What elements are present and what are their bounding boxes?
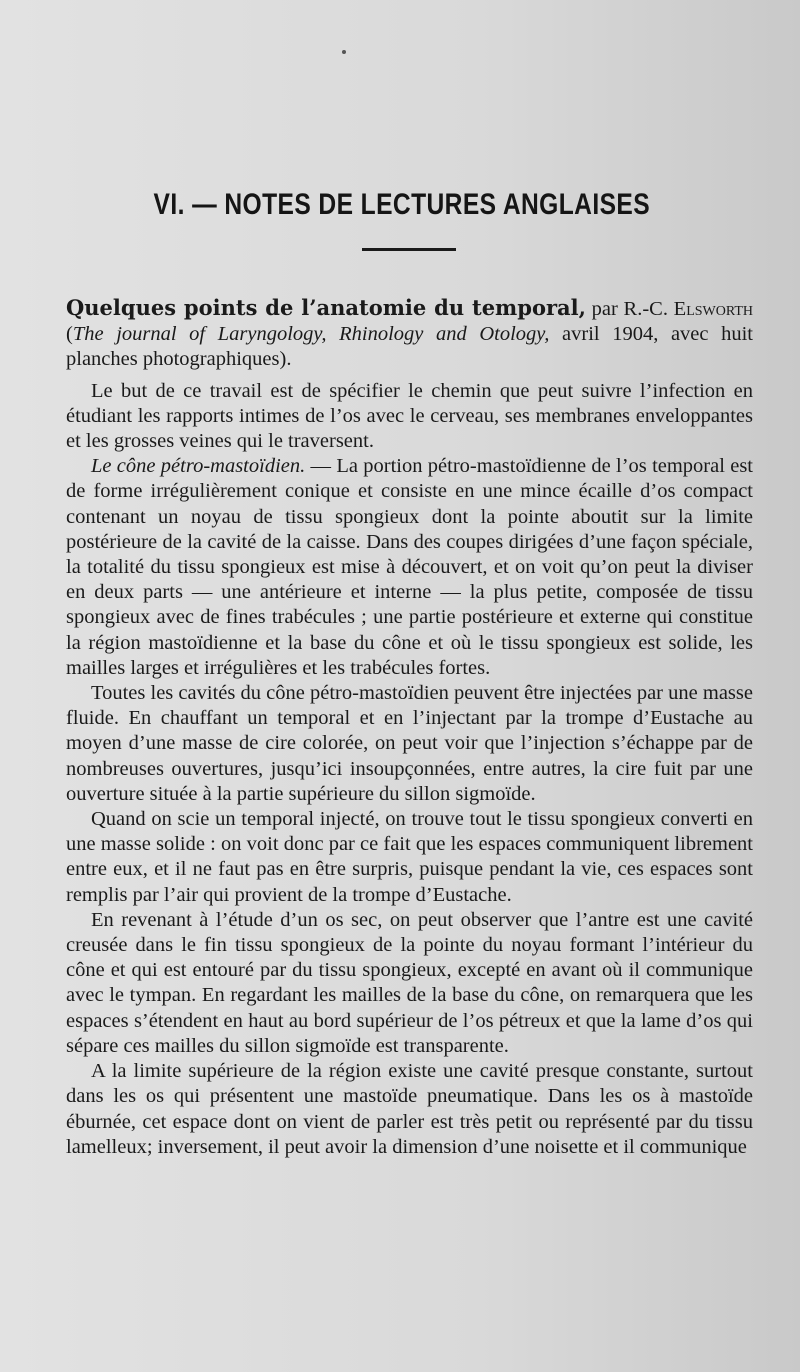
paragraph-1: Le but de ce travail est de spécifier le chemin que peut suivre l’infection en étudiant les rapports intimes de l’os avec le cerveau, ses membranes enveloppantes et les grosses veines qui le traversent.: [66, 379, 753, 453]
article-title: Quelques points de l’anatomie du temporal,: [66, 295, 586, 320]
article-header: [66, 295, 753, 373]
article-body: [66, 295, 753, 1160]
paragraph-3: Toutes les cavités du cône pétro-mastoïdien peuvent être injectées par une masse fluide. En chauffant un temporal et en l’injectant par la trompe d’Eustache au moyen d’une masse de cire colorée, on peut voir que l’injection s’échappe par de nombreuses ouvertures, jusqu’ici insoupçonnées, entre autres, la cire fuit par une ouverture située à la partie supérieure du sillon sigmoïde.: [66, 682, 753, 805]
section-heading: VI. — NOTES DE LECTURES ANGLAISES: [153, 188, 651, 221]
paragraph-4: Quand on scie un temporal injecté, on trouve tout le tissu spongieux converti en une masse solide : on voit donc par ce fait que les espaces communiquent librement entre eux, et il ne faut pas en être surpris, puisque pendant la vie, ces espaces sont remplis par l’air qui provient de la trompe d’Eustache.: [66, 808, 753, 906]
paragraph-2-text: — La portion pétro-mastoïdienne de l’os temporal est de forme irrégulièrement conique et consiste en une mince écaille d’os compact contenant un noyau de tissu spongieux dont la pointe aboutit sur la limite postérieure de la cavité de la caisse. Dans des coupes dirigées d’une façon spéciale, la totalité du tissu spongieux est mise à découvert, et on voit qu’on peut la diviser en deux parts — une antérieure et interne — la plus petite, composée de tissu spongieux avec de fines trabécules ; une partie postérieure et externe qui constitue la région mastoïdienne et la base du cône et où le tissu spongieux est solide, les mailles larges et irrégulières et les trabécules fortes.: [66, 455, 754, 679]
article-ref-rest: avril 1904, avec huit planches photographiques).: [66, 323, 753, 371]
heading-rule: [362, 248, 456, 251]
article-journal: The journal of Laryngology, Rhinology and Otology,: [72, 323, 550, 346]
ink-speck: [342, 50, 346, 54]
article-by: par R.-C.: [585, 298, 674, 320]
article-ref-open: (: [66, 323, 73, 346]
article-author: Elsworth: [673, 298, 754, 320]
paragraph-5: En revenant à l’étude d’un os sec, on peut observer que l’antre est une cavité creusée dans le fin tissu spongieux de la pointe du noyau formant l’intérieur du cône et qui est entouré par du tissu spongieux, excepté en avant où il communique avec le tympan. En regardant les mailles de la base du cône, on remarquera que les espaces s’étendent en haut au bord supérieur de l’os pétreux et que la lame d’os qui sépare ces mailles du sillon sigmoïde est transparente.: [66, 908, 753, 1057]
subsection-heading: Le cône pétro-mastoïdien.: [91, 455, 306, 478]
paragraph-6: A la limite supérieure de la région existe une cavité presque constante, surtout dans les os qui présentent une mastoïde pneumatique. Dans les os à mastoïde éburnée, cet espace dont on vient de parler est très petit ou représenté par du tissu lamelleux; inversement, il peut avoir la dimension d’une noisette et il communique: [66, 1060, 753, 1158]
paragraph-2: [66, 454, 753, 681]
